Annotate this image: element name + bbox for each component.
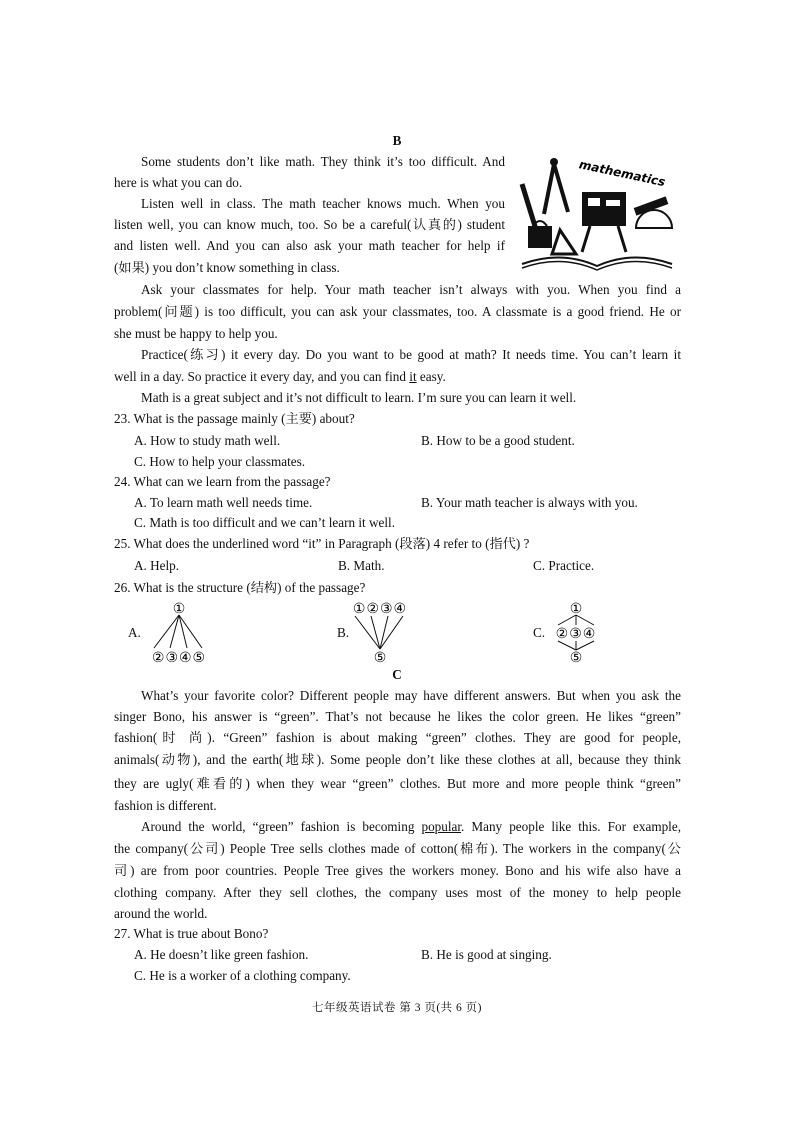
option-b: B. <box>337 625 350 640</box>
question-stem: 23. What is the passage mainly (主要) about? <box>114 411 355 426</box>
option-a: A. <box>128 625 141 640</box>
passage-c-line: animals(动物), and the earth(地球). Some people don’t like these clothes at all, because they think <box>114 752 681 767</box>
passage-b-line: (如果) you don’t know something in class. <box>114 260 340 275</box>
mathematics-label: mathematics <box>577 157 667 190</box>
option-c: C. <box>533 625 546 640</box>
diagram-a-top: ① <box>172 601 186 617</box>
bag-icon <box>528 226 552 248</box>
option-c: C. How to help your classmates. <box>134 454 306 469</box>
section-b-heading: B <box>392 133 402 148</box>
passage-b-line: she must be happy to help you. <box>114 326 278 341</box>
triangle-icon <box>552 230 576 254</box>
option-c: C. Practice. <box>533 558 595 573</box>
option-c: C. He is a worker of a clothing company. <box>134 968 351 983</box>
passage-b-line: Ask your classmates for help. Your math teacher isn’t always with you. When you find a <box>141 282 681 297</box>
diagram-b-top: ①②③④ <box>352 601 408 617</box>
underlined-popular: popular <box>421 819 462 834</box>
option-b: B. Your math teacher is always with you. <box>421 495 638 510</box>
option-b: B. How to be a good student. <box>421 433 575 448</box>
structure-diagram-c <box>550 598 604 666</box>
underlined-it: it <box>409 369 417 384</box>
passage-c-line: What’s your favorite color? Different people may have different answers. But when you ask the <box>141 688 681 703</box>
diagram-c-top: ① <box>569 601 583 617</box>
passage-c-line: they are ugly(难看的) when they wear “green” clothes. But more and more people think “green” <box>114 776 681 791</box>
passage-b-line: Some students don’t like math. They think it’s too difficult. And <box>141 154 505 169</box>
diagram-b-bottom: ⑤ <box>373 650 387 666</box>
option-a: A. To learn math well needs time. <box>134 495 313 510</box>
diagram-c-middle: ②③④ <box>555 626 597 642</box>
blackboard-icon <box>582 192 626 252</box>
question-stem: 26. What is the structure (结构) of the passage? <box>114 580 366 595</box>
passage-c-line: around the world. <box>114 906 208 921</box>
question-stem: 24. What can we learn from the passage? <box>114 474 331 489</box>
option-b: B. He is good at singing. <box>421 947 552 962</box>
compass-icon <box>544 158 568 214</box>
option-b: B. Math. <box>338 558 385 573</box>
structure-diagram-b <box>345 598 415 666</box>
passage-b-line: listen well, you can know much, too. So be a careful(认真的) student <box>114 217 505 232</box>
option-c: C. Math is too difficult and we can’t learn it well. <box>134 515 396 530</box>
passage-b-line: problem(问题) is too difficult, you can ask your classmates, too. A classmate is a good friend. He or <box>114 304 681 319</box>
question-stem: 25. What does the underlined word “it” in Paragraph (段落) 4 refer to (指代) ? <box>114 536 530 551</box>
passage-c-line: fashion is different. <box>114 798 217 813</box>
passage-b-line: Math is a great subject and it’s not difficult to learn. I’m sure you can learn it well. <box>141 390 577 405</box>
diagram-c-bottom: ⑤ <box>569 650 583 666</box>
passage-b-line: Listen well in class. The math teacher knows much. When you <box>141 196 505 211</box>
question-stem: 27. What is true about Bono? <box>114 926 269 941</box>
passage-c-line: 司) are from poor countries. People Tree gives the workers money. Bono and his wife also have a <box>114 863 681 878</box>
option-a: A. He doesn’t like green fashion. <box>134 947 309 962</box>
structure-diagram-a <box>144 598 214 666</box>
option-a: A. Help. <box>134 558 180 573</box>
passage-c-line: the company(公司) People Tree sells clothes made of cotton(棉布). The workers in the company(公 <box>114 841 681 856</box>
passage-b-line: here is what you can do. <box>114 175 243 190</box>
passage-c-line: fashion(时 尚). “Green” fashion is about making “green” clothes. They are good for people, <box>114 730 681 745</box>
section-c-heading: C <box>392 667 402 682</box>
page-footer: 七年级英语试卷 第 3 页(共 6 页) <box>311 1002 483 1014</box>
passage-b-line: Practice(练习) it every day. Do you want to be good at math? It needs time. You can’t learn it <box>141 347 681 362</box>
passage-b-line: well in a day. So practice it every day, and you can find it easy. <box>114 369 446 384</box>
option-a: A. How to study math well. <box>134 433 281 448</box>
passage-b-line: and listen well. And you can also ask your math teacher for help if <box>114 238 505 253</box>
passage-c-line: singer Bono, his answer is “green”. That’s not because he likes the color green. He likes “green” <box>114 709 681 724</box>
diagram-a-bottom: ②③④⑤ <box>151 650 207 666</box>
passage-c-line: Around the world, “green” fashion is becoming popular. Many people like this. For example, <box>141 819 681 834</box>
passage-c-line: clothing company. After they sell clothes, the company uses most of the money to help people <box>114 885 681 900</box>
mathematics-illustration <box>516 154 678 276</box>
